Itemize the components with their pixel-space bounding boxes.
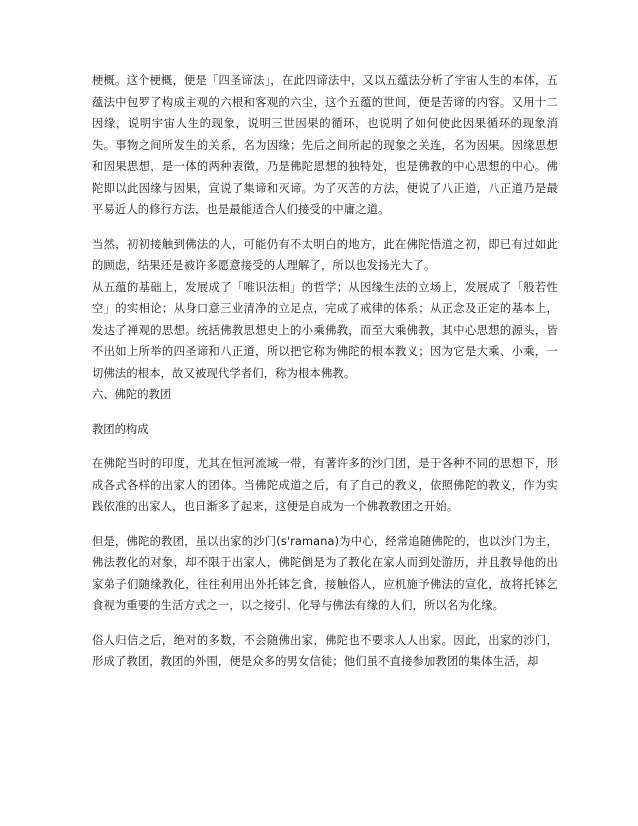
paragraph-lay-followers: 俗人归信之后，绝对的多数，不会随佛出家，佛陀也不要求人人出家。因此，出家的沙门，形成了教团，教团的外围，便是众多的男女信徒；他们虽不直接参加教团的集体生活，却 (92, 633, 558, 668)
paragraph-four-noble-truths: 梗概。这个梗概，便是「四圣谛法」，在此四谛法中，又以五蕴法分析了宇宙人生的本体，五蕴法中包罗了构成主观的六根和客观的六尘，这个五蕴的世间，便是苦谛的内容。又用十二因缘，说明宇宙人生的现象，说明三世因果的循环，也说明了如何使此因果循环的现象消失。事物之间所发生的关系，名为因缘；先后之间所起的现象之关连，名为因果。因缘思想和因果思想，是一体的两种表徵，乃是佛陀思想的独特处，也是佛教的中心思想的中心。佛陀即以此因缘与因果，宣说了集谛和灭谛。为了灭苦的方法，便说了八正道，八正道乃是最平易近人的修行方法，也是最能适合人们接受的中庸之道。 (92, 74, 558, 216)
paragraph-doctrine-development: 从五蕴的基础上，发展成了「唯识法相」的哲学；从因缘生法的立场上，发展成了「般若性空」的实相论；从身口意三业清净的立足点，完成了戒律的体系；从正念及正定的基本上，发达了禅观的思想。统括佛教思想史上的小乘佛教，而至大乘佛教，其中心思想的源头，皆不出如上所举的四圣谛和八正道，所以把它称为佛陀的根本教义；因为它是大乘、小乘，一切佛法的根本，故又被现代学者们，称为根本佛教。 (92, 280, 558, 380)
paragraph-sangha-origin: 在佛陀当时的印度，尤其在恒河流域一带，有著许多的沙门团，是于各种不同的思想下，形成各式各样的出家人的团体。当佛陀成道之后，有了自己的教义，依照佛陀的教义，作为实践依准的出家人，也日渐多了起来，这便是自成为一个佛教教团之开始。 (92, 457, 558, 513)
paragraph-sangha-teaching: 但是，佛陀的教团，虽以出家的沙门(s'ramana)为中心，经常追随佛陀的，也以沙门为主，佛法教化的对象，却不限于出家人，佛陀倒是为了教化在家人而到处游历，并且教导他的出家弟子们随缘教化，往往利用出外托钵乞食，接触俗人，应机施予佛法的宣化，故将托钵乞食视为重要的生活方式之一，以之接引、化导与佛法有缘的人们，所以名为化缘。 (92, 534, 558, 612)
subsection-heading: 教团的构成 (92, 422, 149, 436)
section-heading: 六、佛陀的教团 (92, 388, 172, 401)
document-page (92, 70, 558, 673)
paragraph-initial-concerns: 当然，初初接触到佛法的人，可能仍有不太明白的地方，此在佛陀悟道之初，即已有过如此的顾虑，结果还是被许多愿意接受的人理解了，所以也发扬光大了。 (92, 237, 558, 272)
